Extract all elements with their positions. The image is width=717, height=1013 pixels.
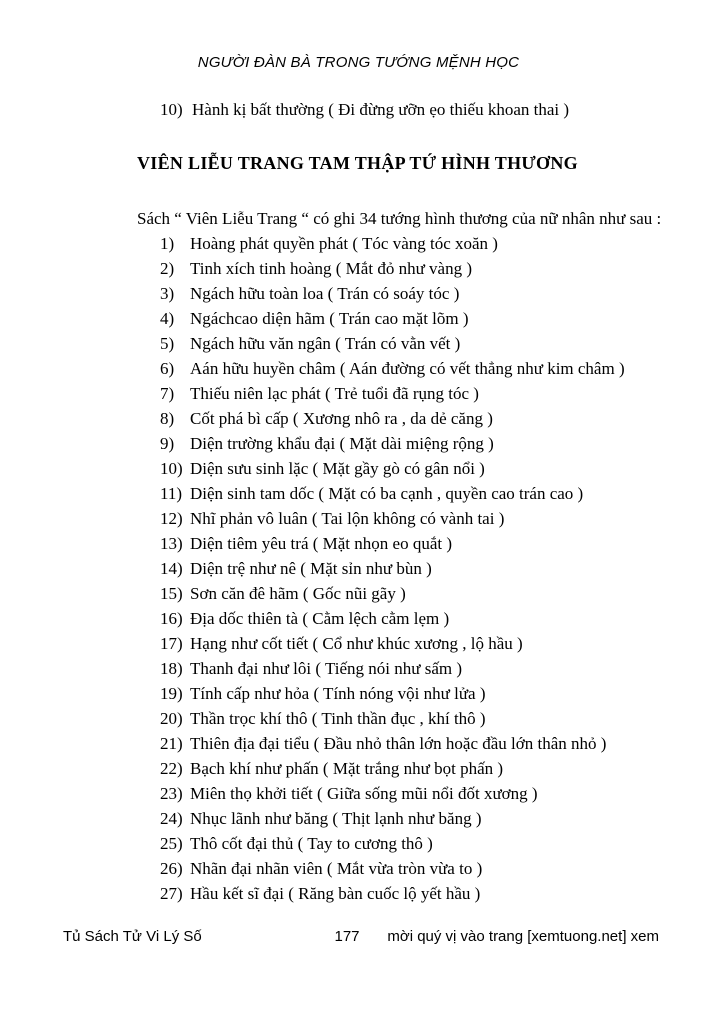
page-footer [63, 928, 659, 945]
list-item [160, 756, 662, 781]
list-item [160, 481, 662, 506]
item-text: Miên thọ khởi tiết ( Giữa sống mũi nổi đốt xương ) [190, 784, 538, 803]
item-number: 8) [160, 409, 175, 428]
item-text: Hầu kết sĩ đại ( Răng bàn cuốc lộ yết hầu ) [190, 884, 481, 903]
item-number: 22) [160, 759, 183, 778]
list-item [160, 781, 662, 806]
item-number: 4) [160, 309, 175, 328]
previous-section-item [160, 97, 662, 122]
item-text: Tinh xích tinh hoàng ( Mắt đỏ như vàng ) [190, 259, 472, 278]
item-text: Tính cấp như hỏa ( Tính nóng vội như lửa ) [190, 684, 486, 703]
item-number: 3) [160, 284, 175, 303]
item-text: Thô cốt đại thủ ( Tay to cương thô ) [190, 834, 433, 853]
item-number: 10) [160, 100, 183, 119]
item-number: 24) [160, 809, 183, 828]
item-text: Nhãn đại nhãn viên ( Mắt vừa tròn vừa to ) [190, 859, 483, 878]
item-number: 17) [160, 634, 183, 653]
section-heading: VIÊN LIỄU TRANG TAM THẬP TỨ HÌNH THƯƠNG [137, 153, 578, 173]
item-number: 6) [160, 359, 175, 378]
item-number: 27) [160, 884, 183, 903]
item-number: 21) [160, 734, 183, 753]
page-number: 177 [334, 928, 360, 945]
list-item [160, 256, 662, 281]
item-text: Ngáchcao diện hãm ( Trán cao mặt lõm ) [190, 309, 469, 328]
page-content [137, 97, 662, 906]
item-number: 25) [160, 834, 183, 853]
item-text: Thần trọc khí thô ( Tinh thần đục , khí thô ) [190, 709, 486, 728]
list-item [160, 681, 662, 706]
item-number: 5) [160, 334, 175, 353]
list-item [160, 881, 662, 906]
running-header-title: NGƯỜI ĐÀN BÀ TRONG TƯỚNG MỆNH HỌC [197, 54, 520, 71]
item-text: Diện sưu sinh lặc ( Mặt gầy gò có gân nổi ) [190, 459, 485, 478]
item-number: 18) [160, 659, 183, 678]
item-number: 16) [160, 609, 183, 628]
item-number: 12) [160, 509, 183, 528]
item-number: 19) [160, 684, 183, 703]
item-number: 11) [160, 484, 183, 503]
list-item [160, 581, 662, 606]
list-item [160, 606, 662, 631]
item-number: 13) [160, 534, 183, 553]
item-text: Hạng như cốt tiết ( Cổ như khúc xương , lộ hầu ) [190, 634, 523, 653]
list-item [160, 331, 662, 356]
item-text: Thiên địa đại tiểu ( Đầu nhỏ thân lớn hoặc đầu lớn thân nhỏ ) [190, 734, 607, 753]
item-text: Diện trường khẩu đại ( Mặt dài miệng rộng ) [190, 434, 494, 453]
item-number: 1) [160, 234, 175, 253]
item-text: Địa dốc thiên tà ( Cằm lệch cằm lẹm ) [190, 609, 450, 628]
footer-series-title: Tủ Sách Tử Vi Lý Số [63, 928, 202, 945]
list-item [160, 381, 662, 406]
list-item [160, 856, 662, 881]
list-item [160, 531, 662, 556]
list-item [160, 231, 662, 256]
item-number: 23) [160, 784, 183, 803]
list-item [160, 806, 662, 831]
list-item [160, 706, 662, 731]
item-text: Hoàng phát quyền phát ( Tóc vàng tóc xoăn ) [190, 234, 498, 253]
item-text: Hành kị bất thường ( Đi đừng ưỡn ẹo thiếu khoan thai ) [192, 100, 570, 119]
item-text: Nhục lãnh như băng ( Thịt lạnh như băng ) [190, 809, 482, 828]
item-text: Ngách hữu văn ngân ( Trán có vằn vết ) [190, 334, 461, 353]
item-number: 14) [160, 559, 183, 578]
item-text: Ngách hữu toàn loa ( Trán có soáy tóc ) [190, 284, 460, 303]
item-text: Thanh đại như lôi ( Tiếng nói như sấm ) [190, 659, 462, 678]
item-text: Nhĩ phản vô luân ( Tai lộn không có vành tai ) [190, 509, 505, 528]
item-number: 10) [160, 459, 183, 478]
item-text: Diện tiêm yêu trá ( Mặt nhọn eo quắt ) [190, 534, 453, 553]
item-number: 7) [160, 384, 175, 403]
list-item [160, 356, 662, 381]
item-text: Diện trệ như nê ( Mặt sỉn như bùn ) [190, 559, 432, 578]
item-number: 20) [160, 709, 183, 728]
list-item [160, 631, 662, 656]
list-item [160, 506, 662, 531]
item-number: 9) [160, 434, 175, 453]
item-text: Sơn căn đê hãm ( Gốc nũi gãy ) [190, 584, 406, 603]
list-item [160, 731, 662, 756]
item-text: Cốt phá bì cấp ( Xương nhô ra , da dẻ căng ) [190, 409, 493, 428]
list-item [160, 281, 662, 306]
list-item [160, 831, 662, 856]
item-number: 26) [160, 859, 183, 878]
item-text: Thiếu niên lạc phát ( Trẻ tuổi đã rụng tóc ) [190, 384, 479, 403]
list-item [160, 656, 662, 681]
list-item [160, 306, 662, 331]
item-number: 2) [160, 259, 175, 278]
item-text: Bạch khí như phấn ( Mặt trắng như bọt phấn ) [190, 759, 504, 778]
item-number: 15) [160, 584, 183, 603]
tuong-list [160, 231, 662, 906]
intro-paragraph: Sách “ Viên Liễu Trang “ có ghi 34 tướng hình thương của nữ nhân như sau : [137, 209, 662, 228]
footer-site-note: mời quý vị vào trang [xemtuong.net] xem [387, 928, 659, 945]
list-item [160, 556, 662, 581]
item-text: Aán hữu huyền châm ( Aán đường có vết thẳng như kim châm ) [190, 359, 625, 378]
item-text: Diện sinh tam dốc ( Mặt có ba cạnh , quyền cao trán cao ) [190, 484, 584, 503]
list-item [160, 456, 662, 481]
list-item [160, 431, 662, 456]
list-item [160, 406, 662, 431]
